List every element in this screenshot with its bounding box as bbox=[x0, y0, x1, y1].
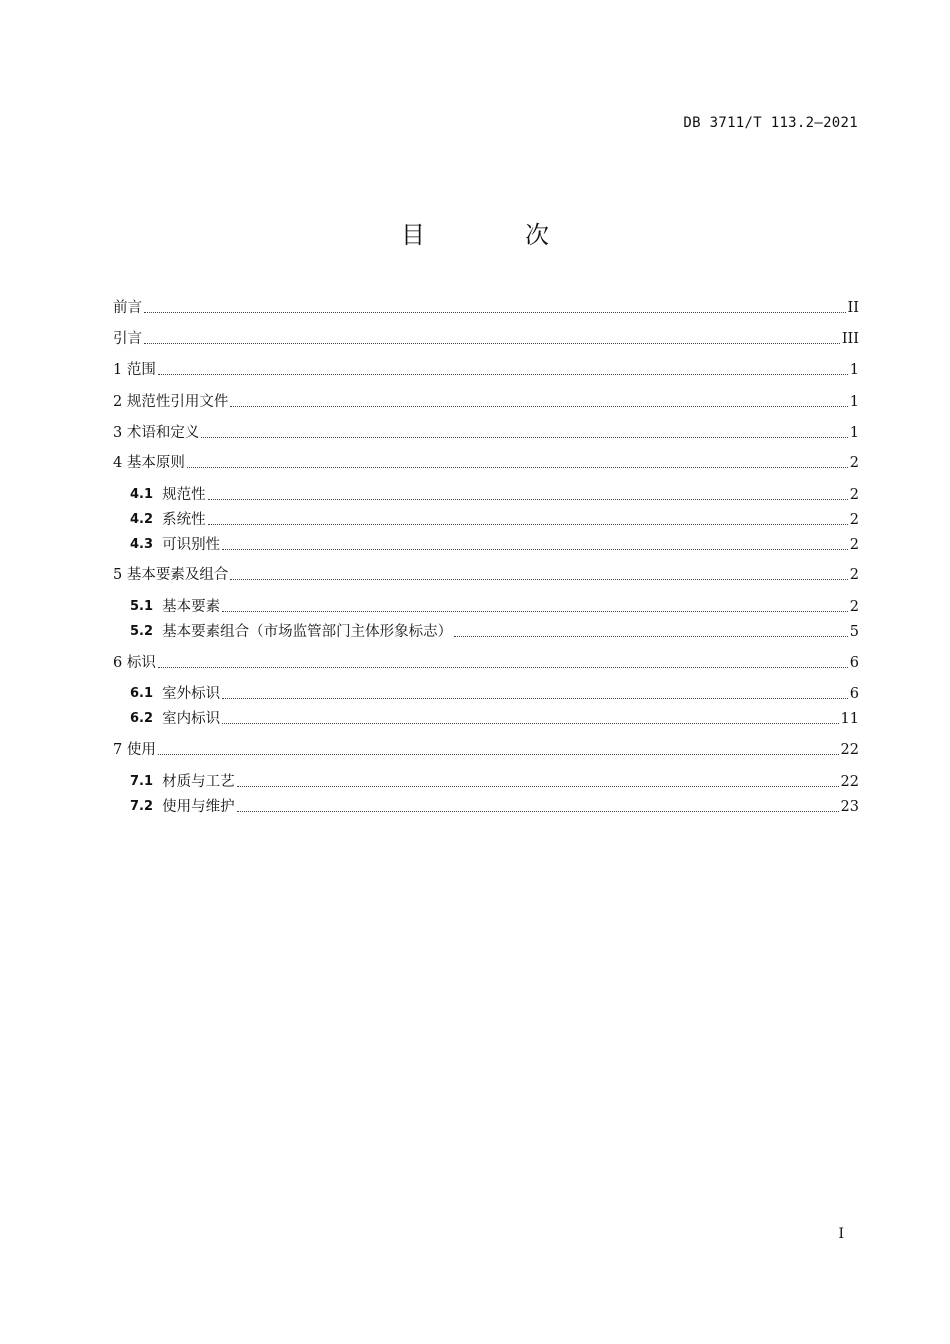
toc-entry-page: II bbox=[847, 300, 859, 316]
toc-dot-leader bbox=[144, 342, 840, 344]
toc-dot-leader bbox=[158, 753, 839, 755]
toc-dot-leader bbox=[158, 666, 848, 668]
toc-dot-leader bbox=[144, 311, 846, 313]
toc-entry-page: 22 bbox=[840, 774, 859, 790]
toc-entry[interactable] bbox=[130, 770, 859, 792]
toc-entry-page: 5 bbox=[849, 624, 859, 640]
toc-entry-label: 基本原则 bbox=[126, 455, 185, 471]
toc-entry-label: 基本要素及组合 bbox=[126, 567, 229, 583]
toc-entry-label: 前言 bbox=[113, 300, 142, 316]
toc-entry[interactable] bbox=[113, 421, 859, 443]
toc-entry-page: 22 bbox=[840, 742, 859, 758]
toc-entry-page: 2 bbox=[849, 487, 859, 503]
toc-entry-label: 室外标识 bbox=[162, 686, 221, 702]
toc-dot-leader bbox=[208, 498, 848, 500]
toc-dot-leader bbox=[222, 610, 848, 612]
toc-entry-label: 引言 bbox=[113, 331, 142, 347]
toc-entry-label: 材质与工艺 bbox=[162, 774, 235, 790]
toc-entry-number: 2 bbox=[113, 394, 127, 410]
toc-dot-leader bbox=[454, 635, 848, 637]
toc-entry[interactable] bbox=[130, 483, 859, 505]
toc-entry-page: III bbox=[841, 331, 859, 347]
toc-entry-label: 使用 bbox=[126, 742, 156, 758]
toc-dot-leader bbox=[222, 722, 838, 724]
toc-entry-label: 术语和定义 bbox=[126, 425, 200, 441]
toc-entry-number: 6.1 bbox=[130, 686, 163, 701]
toc-entry[interactable] bbox=[130, 795, 859, 817]
toc-dot-leader bbox=[230, 405, 847, 407]
toc-title: 目 次 bbox=[401, 221, 587, 249]
toc-entry-number: 4.2 bbox=[130, 512, 163, 527]
toc-dot-leader bbox=[208, 523, 848, 525]
toc-entry[interactable] bbox=[113, 358, 859, 380]
toc-entry-number: 6.2 bbox=[130, 711, 163, 726]
toc-dot-leader bbox=[201, 436, 847, 438]
toc-dot-leader bbox=[237, 785, 839, 787]
toc-entry-number: 7.1 bbox=[130, 774, 163, 789]
document-code: DB 3711/T 113.2—2021 bbox=[683, 115, 858, 131]
toc-entry-number: 6 bbox=[113, 655, 127, 671]
toc-dot-leader bbox=[187, 466, 848, 468]
toc-entry-number: 5.1 bbox=[130, 599, 163, 614]
toc-entry-page: 6 bbox=[849, 655, 859, 671]
toc-entry-label: 室内标识 bbox=[162, 711, 221, 727]
toc-entry-label: 标识 bbox=[126, 655, 156, 671]
toc-entry-page: 2 bbox=[849, 537, 859, 553]
toc-entry[interactable] bbox=[130, 508, 859, 530]
toc-entry-page: 2 bbox=[849, 512, 859, 528]
toc-entry[interactable] bbox=[130, 595, 859, 617]
toc-entry-number: 1 bbox=[113, 362, 127, 378]
toc-entry-label: 范围 bbox=[126, 362, 156, 378]
toc-entry[interactable] bbox=[130, 682, 859, 704]
toc-entry[interactable] bbox=[113, 390, 859, 412]
toc-entry[interactable] bbox=[130, 533, 859, 555]
toc-entry[interactable] bbox=[113, 451, 859, 473]
toc-entry[interactable] bbox=[113, 563, 859, 585]
toc-entry-label: 基本要素组合（市场监管部门主体形象标志） bbox=[162, 624, 453, 640]
toc-entry-page: 2 bbox=[849, 599, 859, 615]
toc-entry-page: 2 bbox=[849, 455, 859, 471]
toc-entry[interactable] bbox=[113, 651, 859, 673]
footer-page-number: I bbox=[838, 1226, 844, 1242]
toc-entry-page: 2 bbox=[849, 567, 859, 583]
toc-entry-page: 23 bbox=[840, 799, 859, 815]
toc-entry-label: 基本要素 bbox=[162, 599, 221, 615]
toc-entry-page: 1 bbox=[849, 425, 859, 441]
toc-dot-leader bbox=[230, 578, 847, 580]
toc-entry-number: 4.1 bbox=[130, 487, 163, 502]
toc-entry-number: 5 bbox=[113, 567, 127, 583]
toc-dot-leader bbox=[222, 548, 848, 550]
toc-entry-label: 规范性 bbox=[162, 487, 206, 503]
toc-entry-page: 6 bbox=[849, 686, 859, 702]
toc-entry-page: 11 bbox=[840, 711, 859, 727]
toc-dot-leader bbox=[222, 697, 848, 699]
toc-entry-number: 5.2 bbox=[130, 624, 163, 639]
toc-entry-number: 4.3 bbox=[130, 537, 163, 552]
toc-dot-leader bbox=[158, 373, 848, 375]
toc-entry-number: 7 bbox=[113, 742, 127, 758]
toc-entry[interactable] bbox=[113, 327, 859, 349]
toc-dot-leader bbox=[237, 810, 839, 812]
toc-entry-number: 4 bbox=[113, 455, 127, 471]
toc-entry-label: 系统性 bbox=[162, 512, 206, 528]
toc-entry[interactable] bbox=[130, 620, 859, 642]
toc-entry[interactable] bbox=[130, 707, 859, 729]
toc-entry[interactable] bbox=[113, 738, 859, 760]
toc-entry-label: 使用与维护 bbox=[162, 799, 235, 815]
toc-entry[interactable] bbox=[113, 296, 859, 318]
toc-entry-number: 7.2 bbox=[130, 799, 163, 814]
toc-entry-number: 3 bbox=[113, 425, 127, 441]
toc-entry-page: 1 bbox=[849, 394, 859, 410]
toc-entry-label: 规范性引用文件 bbox=[126, 394, 229, 410]
toc-entry-label: 可识别性 bbox=[162, 537, 221, 553]
toc-entry-page: 1 bbox=[849, 362, 859, 378]
